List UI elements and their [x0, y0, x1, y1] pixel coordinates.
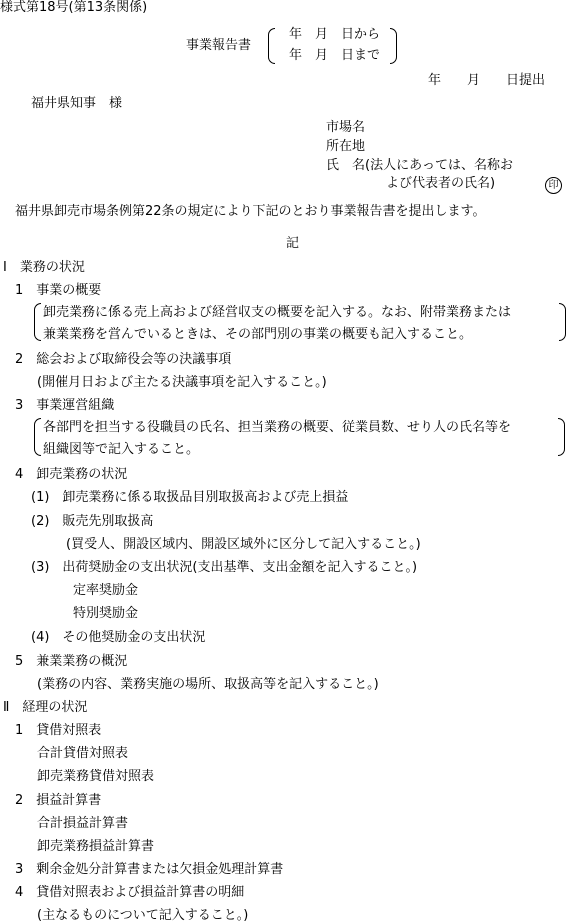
item-1-3: 3 事業運営組織 [15, 398, 115, 413]
left-bracket [34, 418, 41, 456]
item-2-2: 2 損益計算書 [15, 793, 102, 808]
period-to: 年 月 日まで [289, 48, 381, 63]
item-1-5: 5 兼業業務の概況 [15, 654, 128, 669]
submission-date: 年 月 日提出 [428, 73, 546, 88]
intro-text: 福井県卸売市場条例第22条の規定により下記のとおり事業報告書を提出します。 [15, 204, 486, 219]
item-1-2-note: (開催月日および主たる決議事項を記入すること。) [37, 375, 327, 390]
item-2-4: 4 貸借対照表および損益計算書の明細 [15, 885, 245, 900]
item-2-2-a: 合計損益計算書 [37, 816, 129, 831]
addressee: 福井県知事 様 [31, 96, 123, 111]
item-2-1: 1 貸借対照表 [15, 723, 102, 738]
item-2-1-a: 合計貸借対照表 [37, 746, 129, 761]
left-bracket [268, 28, 275, 64]
item-1-1-note-line1: 卸売業務に係る売上高および経営収支の概要を記入する。なお、附帯業務または [43, 305, 512, 320]
item-1-5-note: (業務の内容、業務実施の場所、取扱高等を記入すること。) [37, 677, 379, 692]
item-1-4: 4 卸売業務の状況 [15, 467, 128, 482]
address-label: 所在地 [326, 139, 366, 154]
section-1-title: Ⅰ 業務の状況 [3, 260, 85, 275]
left-bracket [34, 303, 41, 341]
item-1-1: 1 事業の概要 [15, 283, 102, 298]
report-title: 事業報告書 [186, 38, 252, 53]
item-1-4-3-b: 特別奨励金 [73, 606, 139, 621]
period-from: 年 月 日から [289, 27, 381, 42]
seal-mark: 印 [545, 177, 562, 194]
item-2-2-b: 卸売業務損益計算書 [37, 839, 155, 854]
section-2-title: Ⅱ 経理の状況 [3, 700, 88, 715]
item-1-1-note-line2: 兼業業務を営んでいるときは、その部門別の事業の概要も記入すること。 [43, 327, 473, 342]
item-1-2: 2 総会および取締役会等の決議事項 [15, 352, 232, 367]
right-bracket [390, 28, 397, 64]
item-2-4-note: (主なるものについて記入すること。) [37, 908, 249, 923]
form-number: 様式第18号(第13条関係) [0, 0, 148, 15]
right-bracket [559, 303, 566, 341]
market-name-label: 市場名 [326, 120, 366, 135]
item-1-4-2-note: (買受人、開設区域内、開設区域外に区分して記入すること。) [66, 537, 421, 552]
name-label-cont: よび代表者の氏名) [386, 176, 496, 191]
item-1-4-3-a: 定率奨励金 [73, 583, 139, 598]
ki-heading: 記 [286, 236, 300, 251]
item-1-4-2: (2) 販売先別取扱高 [31, 514, 154, 529]
item-1-3-note-line1: 各部門を担当する役職員の氏名、担当業務の概要、従業員数、せり人の氏名等を [43, 420, 512, 435]
item-1-4-1: (1) 卸売業務に係る取扱品目別取扱高および売上損益 [31, 490, 349, 505]
item-2-1-b: 卸売業務貸借対照表 [37, 769, 155, 784]
name-label: 氏 名(法人にあっては、名称お [326, 158, 513, 173]
right-bracket [558, 418, 565, 456]
item-1-4-3: (3) 出荷奨励金の支出状況(支出基準、支出金額を記入すること。) [31, 560, 418, 575]
item-1-4-4: (4) その他奨励金の支出状況 [31, 630, 206, 645]
item-2-3: 3 剰余金処分計算書または欠損金処理計算書 [15, 862, 284, 877]
item-1-3-note-line2: 組織図等で記入すること。 [43, 442, 200, 457]
